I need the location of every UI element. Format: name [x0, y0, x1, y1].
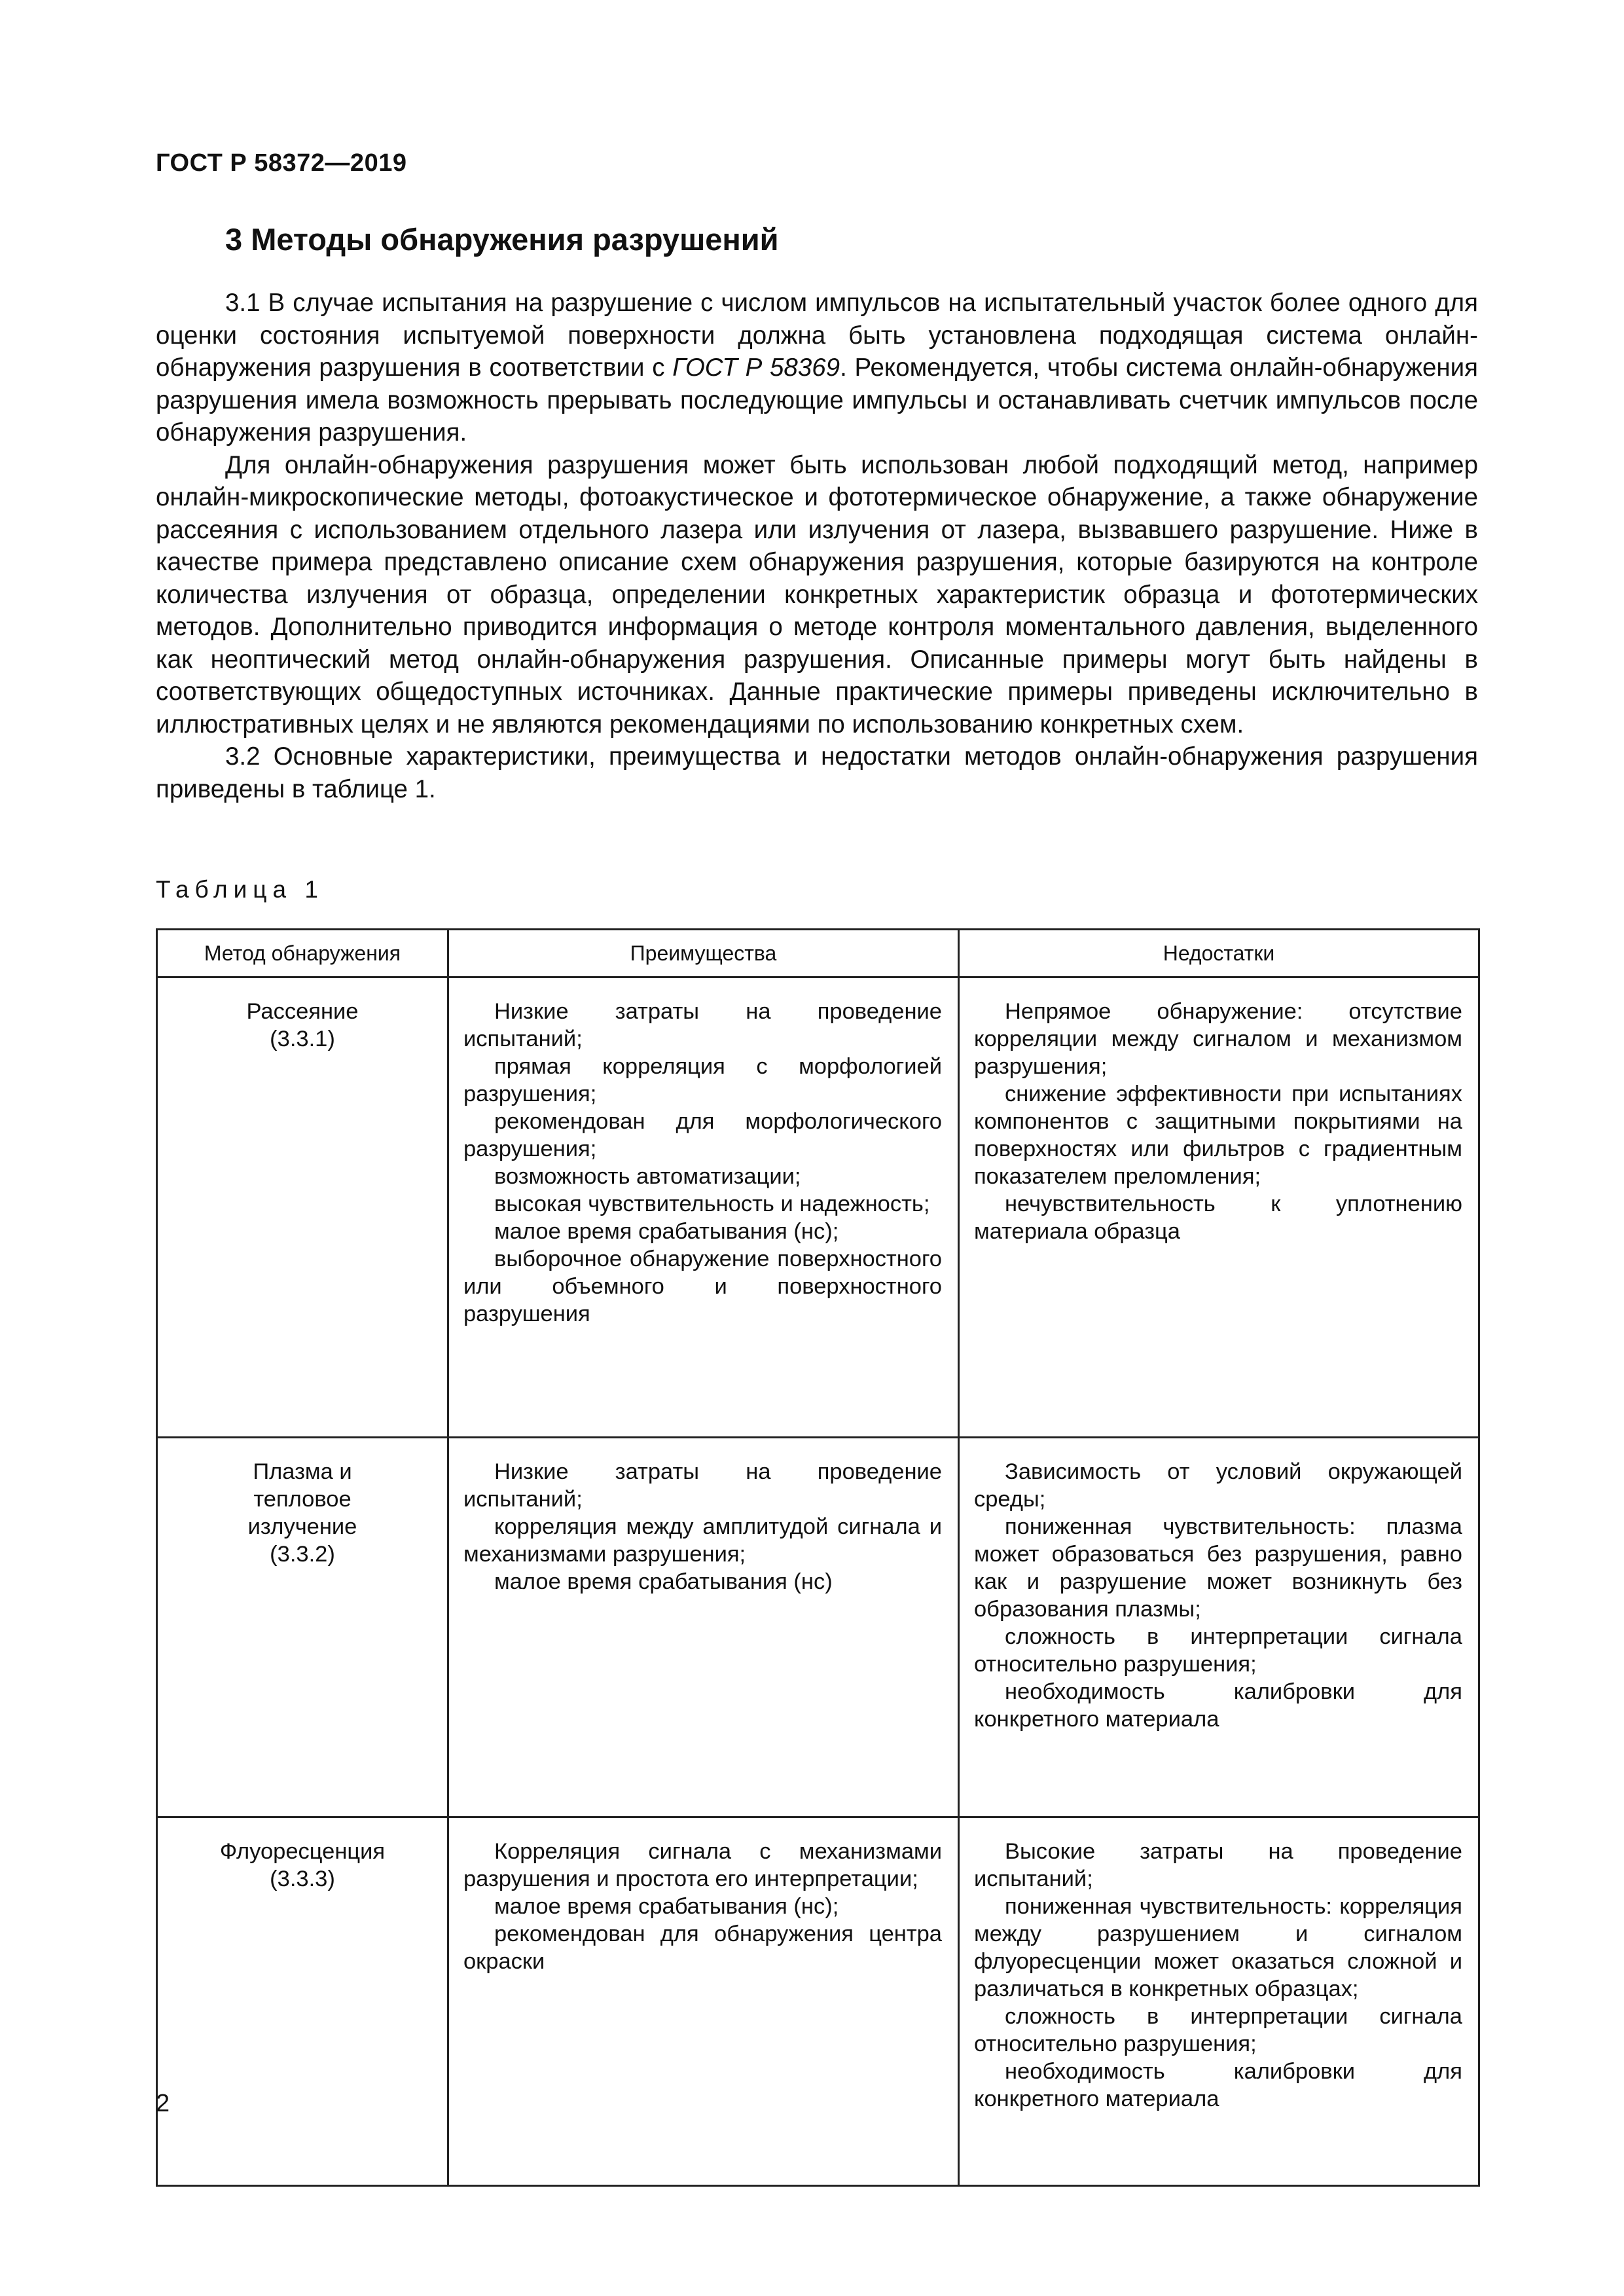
advantage-item: малое время срабатывания (нс);: [494, 1219, 839, 1244]
method-name-line: (3.3.2): [270, 1542, 335, 1567]
advantage-item: рекомендован для обнаружения центра окраски: [463, 1922, 942, 1974]
advantage-item: корреляция между амплитудой сигнала и механизмами разрушения;: [463, 1514, 942, 1567]
method-cell: [157, 1817, 448, 2186]
disadvantages-cell: [959, 1817, 1479, 2186]
disadvantage-item: Высокие затраты на проведение испытаний;: [974, 1839, 1462, 1891]
method-cell: [157, 977, 448, 1438]
section-title: 3 Методы обнаружения разрушений: [225, 222, 779, 257]
table-row: [157, 1438, 1479, 1817]
advantage-item: малое время срабатывания (нс): [494, 1569, 833, 1594]
header-method: Метод обнаружения: [157, 930, 448, 977]
advantages-cell: [448, 1438, 959, 1817]
table-body: [157, 977, 1479, 2186]
method-name-line: (3.3.3): [270, 1867, 335, 1891]
header-advantages: Преимущества: [448, 930, 959, 977]
method-name-line: (3.3.1): [270, 1027, 335, 1051]
disadvantage-item: нечувствительность к уплотнению материала образца: [974, 1192, 1462, 1244]
disadvantage-item: необходимость калибровки для конкретного материала: [974, 2059, 1462, 2111]
disadvantage-item: необходимость калибровки для конкретного материала: [974, 1679, 1462, 1732]
paragraph-3-1-text-end: . Рекомендуется, чтобы система онлайн-обнаружения разрушения имела возможность прерывать последующие импульсы и останавливать счетчик импульсов после обнаружения разрушения.: [156, 354, 1478, 446]
advantage-item: рекомендован для морфологического разрушения;: [463, 1109, 942, 1161]
table-header-row: [157, 930, 1479, 977]
paragraph-3-1: [156, 287, 1478, 449]
advantage-item: возможность автоматизации;: [494, 1164, 801, 1189]
method-name-line: Рассеяние: [246, 999, 359, 1024]
page-number: 2: [156, 2090, 170, 2117]
disadvantage-item: снижение эффективности при испытаниях компонентов с защитными покрытиями на поверхностях или фильтров с градиентным показателем преломления;: [974, 1082, 1462, 1189]
advantage-item: прямая корреляция с морфологией разрушения;: [463, 1054, 942, 1106]
advantage-item: высокая чувствительность и надежность;: [494, 1192, 930, 1216]
method-cell: [157, 1438, 448, 1817]
advantages-cell: [448, 977, 959, 1438]
paragraph-3-1-text-start: 3.1 В случае испытания на разрушение с числом импульсов на испытательный участок более одного для оценки состояния испытуемой поверхности должна быть установлена подходящая система онлайн-обнаружения разрушения в соответствии с: [156, 289, 1478, 382]
disadvantages-cell: [959, 1438, 1479, 1817]
disadvantage-item: пониженная чувствительность: корреляция между разрушением и сигналом флуоресценции может оказаться сложной и различаться в конкретных образцах;: [974, 1894, 1462, 2001]
advantages-cell: [448, 1817, 959, 2186]
method-name-line: тепловое: [253, 1487, 352, 1512]
header-disadvantages: Недостатки: [959, 930, 1479, 977]
table-row: [157, 1817, 1479, 2186]
paragraph-3-2: 3.2 Основные характеристики, преимущества и недостатки методов онлайн-обнаружения разрушения приведены в таблице 1.: [156, 742, 1478, 803]
advantage-item: Корреляция сигнала с механизмами разрушения и простота его интерпретации;: [463, 1839, 942, 1891]
method-name-line: Флуоресценция: [219, 1839, 386, 1864]
document-code: ГОСТ Р 58372—2019: [156, 149, 407, 177]
advantage-item: малое время срабатывания (нс);: [494, 1894, 839, 1919]
body-text: [156, 287, 1478, 805]
advantage-item: Низкие затраты на проведение испытаний;: [463, 999, 942, 1051]
table-caption: Таблица 1: [156, 876, 324, 903]
method-name-line: Плазма и: [253, 1459, 352, 1484]
paragraph-methods: Для онлайн-обнаружения разрушения может быть использован любой подходящий метод, например онлайн-микроскопические методы, фотоакустическое и фототермическое обнаружение, а также обнаружение рассеяния с использованием отдельного лазера или излучения от лазера, вызвавшего разрушение. Ниже в качестве примера представлено описание схем обнаружения разрушения, которые базируются на контроле количества излучения от образца, определении конкретных характеристик образца и фототермических методов. Дополнительно приводится информация о методе контроля моментального давления, выделенного как неоптический метод онлайн-обнаружения разрушения. Описанные примеры могут быть найдены в соответствующих общедоступных источниках. Данные практические примеры приведены исключительно в иллюстративных целях и не являются рекомендациями по использованию конкретных схем.: [156, 450, 1478, 738]
method-name-line: излучение: [247, 1514, 357, 1539]
standard-reference-link: ГОСТ Р 58369: [672, 354, 840, 382]
disadvantages-cell: [959, 977, 1479, 1438]
advantage-item: Низкие затраты на проведение испытаний;: [463, 1459, 942, 1512]
advantage-item: выборочное обнаружение поверхностного или объемного и поверхностного разрушения: [463, 1247, 942, 1326]
disadvantage-item: пониженная чувствительность: плазма может образоваться без разрушения, равно как и разрушение может возникнуть без образования плазмы;: [974, 1514, 1462, 1622]
disadvantage-item: сложность в интерпретации сигнала относительно разрушения;: [974, 1624, 1462, 1677]
disadvantage-item: сложность в интерпретации сигнала относительно разрушения;: [974, 2004, 1462, 2056]
disadvantage-item: Зависимость от условий окружающей среды;: [974, 1459, 1462, 1512]
disadvantage-item: Непрямое обнаружение: отсутствие корреляции между сигналом и механизмом разрушения;: [974, 999, 1462, 1079]
detection-methods-table: [156, 928, 1480, 2187]
table-row: [157, 977, 1479, 1438]
